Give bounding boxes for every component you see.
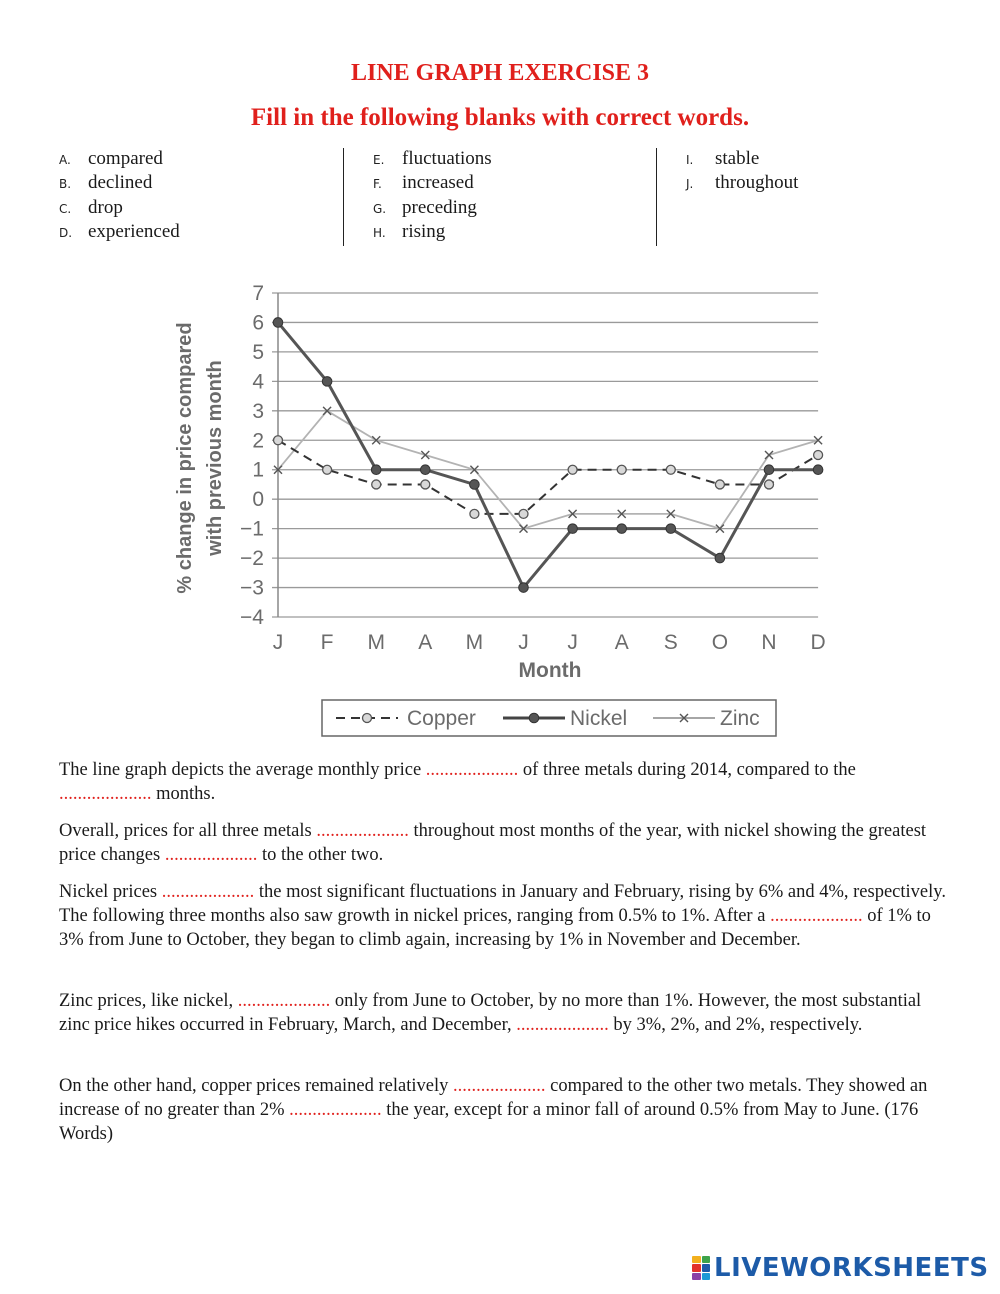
legend-label: Nickel (570, 707, 628, 730)
line-chart (160, 275, 840, 745)
copper-point (715, 480, 724, 489)
legend-label: Copper (407, 707, 476, 730)
copper-point (765, 480, 774, 489)
nickel-point (273, 318, 283, 328)
copper-point (372, 480, 381, 489)
x-tick-label: N (761, 631, 777, 654)
paragraph-5: On the other hand, copper prices remained relatively .................... compared to the other two metals. They showed an increase of no greater than 2% .................... the year, except for a minor fall of around 0.5% from May to June. (176 Words) (59, 1076, 928, 1144)
nickel-point (519, 583, 529, 593)
nickel-point (617, 524, 627, 534)
copper-point (421, 480, 430, 489)
y-tick-label: 2 (252, 429, 264, 453)
copper-point (519, 509, 528, 518)
word-bank-column-3 (656, 148, 956, 246)
nickel-point (813, 465, 823, 475)
legend-label: Zinc (720, 707, 760, 730)
paragraph-2: Overall, prices for all three metals .................... throughout most months of the year, with nickel showing the greatest price changes .................... to the other two. (59, 821, 927, 865)
x-tick-label: O (711, 631, 729, 654)
chart-series (273, 318, 823, 593)
x-tick-label: J (518, 631, 529, 654)
answer-blank[interactable]: .................... (425, 760, 519, 780)
y-tick-label: 4 (252, 370, 264, 394)
answer-blank[interactable]: .................... (59, 784, 152, 804)
y-tick-label: −4 (240, 606, 264, 629)
word-bank-item: F. increased (373, 172, 474, 194)
word-bank-item: B. declined (59, 172, 153, 194)
word-bank-column-2 (343, 148, 657, 246)
copper-point (470, 509, 479, 518)
answer-blank[interactable]: .................... (453, 1076, 546, 1096)
paragraph-3: Nickel prices .................... the most significant fluctuations in January and February, rising by 6% and 4%, respectively. The following three months also saw growth in nickel prices, ranging from 0.5% to 1%. After a .................... of 1% to 3% from June to October, they began to climb again, increasing by 1% in November and December. (59, 882, 946, 950)
x-axis-ticks (273, 631, 826, 654)
copper-point (323, 465, 332, 474)
copper-point (617, 465, 626, 474)
word-bank-item: H. rising (373, 220, 446, 242)
logo-text: LIVEWORKSHEETS (714, 1253, 989, 1283)
instructions: Fill in the following blanks with correct words. (250, 104, 750, 131)
nickel-point (568, 524, 578, 534)
answer-blank[interactable]: .................... (516, 1015, 609, 1035)
x-tick-label: J (272, 631, 284, 654)
answer-blank[interactable]: .................... (770, 906, 863, 926)
nickel-point (322, 377, 332, 387)
y-tick-label: −1 (240, 517, 264, 541)
x-tick-label: A (418, 631, 433, 654)
word-bank-item: A. compared (59, 148, 163, 169)
word-bank-column-1 (59, 148, 339, 246)
word-bank-item: C. drop (59, 196, 123, 218)
x-tick-label: M (465, 631, 484, 654)
copper-point (666, 465, 675, 474)
chart-legend (322, 700, 776, 736)
word-bank-item: I. stable (686, 148, 760, 169)
word-bank-item: G. preceding (373, 196, 477, 218)
answer-blank[interactable]: .................... (164, 845, 258, 865)
copper-point (363, 714, 372, 723)
y-tick-label: 0 (252, 488, 264, 512)
answer-blank[interactable]: .................... (161, 882, 255, 902)
page-title: LINE GRAPH EXERCISE 3 (350, 60, 650, 86)
y-tick-label: 7 (252, 282, 264, 305)
x-tick-label: D (810, 631, 826, 654)
x-tick-label: A (614, 631, 629, 654)
liveworksheets-logo[interactable] (692, 1253, 989, 1283)
answer-blank[interactable]: .................... (237, 991, 331, 1011)
y-tick-label: 6 (252, 311, 264, 335)
paragraph-4: Zinc prices, like nickel, .................... only from June to October, by no more than 1%. However, the most substantial zinc price hikes occurred in February, March, and December, .................... by 3%, 2%, and 2%, respectively. (59, 991, 922, 1035)
nickel-point (529, 713, 539, 723)
paragraph-1: The line graph depicts the average monthly price .................... of three metals during 2014, compared to the .................... months. (59, 760, 856, 804)
y-tick-label: 5 (252, 340, 264, 364)
chart-grid (272, 293, 818, 617)
answer-blank[interactable]: .................... (316, 821, 409, 841)
nickel-point (470, 480, 480, 490)
x-tick-label: F (320, 631, 334, 654)
copper-point (568, 465, 577, 474)
word-bank-item: E. fluctuations (373, 148, 492, 169)
x-tick-label: J (567, 631, 578, 654)
x-tick-label: S (663, 631, 678, 654)
y-tick-label: 3 (252, 399, 264, 423)
y-tick-label: −2 (240, 547, 264, 571)
y-axis-label-line-2: with previous month (204, 360, 226, 556)
nickel-point (666, 524, 676, 534)
nickel-point (371, 465, 381, 475)
answer-blank[interactable]: .................... (289, 1100, 382, 1120)
nickel-point (764, 465, 774, 475)
x-tick-label: M (367, 631, 385, 654)
word-bank-item: D. experienced (59, 220, 180, 242)
copper-point (814, 451, 823, 460)
y-tick-label: 1 (252, 458, 264, 482)
y-axis-label-line-1: % change in price compared (174, 322, 196, 594)
nickel-line (278, 322, 818, 587)
nickel-point (715, 553, 725, 563)
nickel-point (421, 465, 431, 475)
copper-point (274, 436, 283, 445)
y-tick-label: −3 (240, 576, 264, 600)
x-axis-label: Month (518, 659, 582, 682)
word-bank-item: J. throughout (686, 172, 799, 194)
y-axis-ticks (240, 282, 264, 629)
logo-mark-icon (692, 1256, 710, 1280)
